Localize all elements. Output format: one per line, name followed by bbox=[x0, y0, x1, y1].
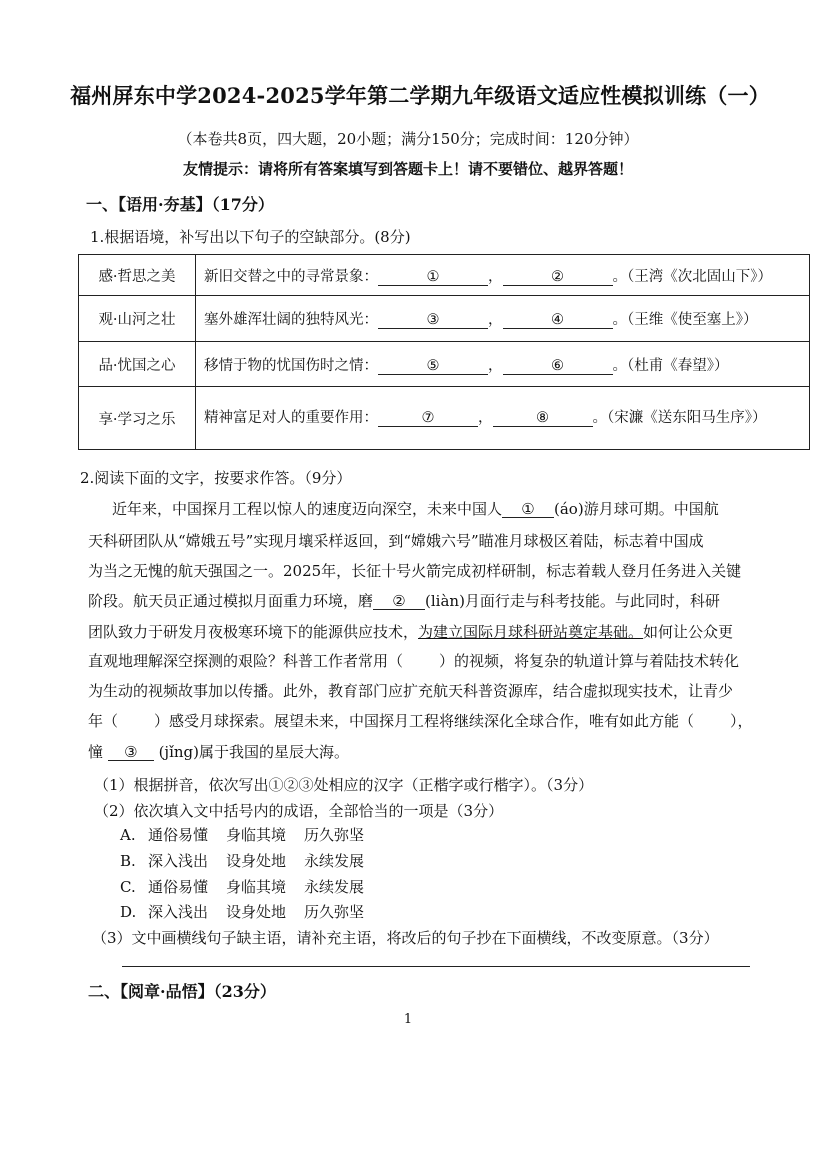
row-theme: 观·山河之壮 bbox=[79, 296, 196, 342]
row-theme: 享·学习之乐 bbox=[79, 387, 196, 450]
section-2-heading: 二、【阅章·品悟】（23分） bbox=[88, 982, 276, 1001]
table-row bbox=[79, 296, 810, 342]
pinyin-blank-2[interactable]: ② bbox=[373, 593, 425, 610]
pinyin-blank-1[interactable]: ① bbox=[502, 501, 554, 518]
pinyin-blank-3[interactable]: ③ bbox=[108, 744, 154, 761]
q2-sub3: （3）文中画横线句子缺主语，请补充主语，将改后的句子抄在下面横线，不改变原意。（3分） bbox=[92, 929, 719, 947]
row-desc: 塞外雄浑壮阔的独特风光： bbox=[204, 312, 378, 328]
fill-blank-4[interactable]: ④ bbox=[503, 312, 613, 329]
passage-line-8 bbox=[88, 710, 753, 731]
passage-line-4 bbox=[88, 590, 720, 611]
fill-blank-8[interactable]: ⑧ bbox=[493, 410, 593, 427]
option-word: 通俗易懂 bbox=[148, 878, 209, 896]
row-theme: 品·忧国之心 bbox=[79, 342, 196, 387]
option-word: 历久弥坚 bbox=[304, 826, 365, 844]
option-label: B. bbox=[120, 852, 136, 870]
row-desc: 精神富足对人的重要作用： bbox=[204, 410, 378, 426]
option-word: 身临其境 bbox=[226, 826, 287, 844]
table-row bbox=[79, 387, 810, 450]
option-label: A. bbox=[120, 826, 136, 844]
passage-line-2: 天科研团队从“嫦娥五号”实现月壤采样返回，到“嫦娥六号”瞄准月球极区着陆，标志着中国成 bbox=[88, 532, 704, 550]
passage-text: 直观地理解深空探测的艰险？科普工作者常用（ bbox=[88, 652, 404, 670]
option-word: 身临其境 bbox=[226, 878, 287, 896]
row-source: 。（宋濂《送东阳马生序》） bbox=[592, 410, 767, 426]
option-b[interactable] bbox=[120, 850, 364, 871]
option-word: 设身处地 bbox=[226, 852, 287, 870]
fill-blank-6[interactable]: ⑥ bbox=[503, 358, 613, 375]
option-word: 永续发展 bbox=[304, 878, 365, 896]
underlined-sentence: 为建立国际月球科研站奠定基础。 bbox=[418, 623, 644, 641]
fill-blank-2[interactable]: ② bbox=[503, 269, 613, 286]
option-label: D. bbox=[120, 903, 137, 921]
passage-line-3: 为当之无愧的航天强国之一。2025年，长征十号火箭完成初样研制，标志着载人登月任务进入关键 bbox=[88, 562, 742, 580]
passage-text: 如何让公众更 bbox=[643, 623, 734, 641]
passage-text: 憧 bbox=[88, 743, 104, 761]
option-c[interactable] bbox=[120, 876, 364, 897]
row-content: 移情于物的忧国伤时之情： ⑤ ， ⑥ 。（杜甫《春望》） bbox=[196, 342, 810, 387]
passage-text: 团队致力于研发月夜极寒环境下的能源供应技术， bbox=[88, 623, 419, 641]
passage-line-1 bbox=[112, 498, 719, 519]
option-label: C. bbox=[120, 878, 136, 896]
passage-text: ）， bbox=[730, 712, 753, 730]
friendly-tip: 友情提示：请将所有答案填写到答题卡上！请不要错位、越界答题！ bbox=[182, 160, 633, 178]
option-word: 设身处地 bbox=[226, 903, 287, 921]
row-content: 精神富足对人的重要作用： ⑦ ， ⑧ 。（宋濂《送东阳马生序》） bbox=[196, 387, 810, 450]
row-content: 塞外雄浑壮阔的独特风光： ③ ， ④ 。（王维《使至塞上》） bbox=[196, 296, 810, 342]
row-theme: 感·哲思之美 bbox=[79, 255, 196, 296]
option-word: 通俗易懂 bbox=[148, 826, 209, 844]
table-row bbox=[79, 255, 810, 296]
section-1-heading: 一、【语用·夯基】（17分） bbox=[86, 195, 274, 214]
q2-sub1: （1）根据拼音，依次写出①②③处相应的汉字（正楷字或行楷字）。（3分） bbox=[94, 776, 594, 794]
answer-line[interactable] bbox=[122, 966, 750, 967]
passage-text: 年（ bbox=[88, 712, 119, 730]
passage-text: 阶段。航天员正通过模拟月面重力环境，磨 bbox=[88, 592, 374, 610]
row-source: 。（王维《使至塞上》） bbox=[612, 312, 758, 328]
passage-text: ）感受月球探索。展望未来，中国探月工程将继续深化全球合作，唯有如此方能（ bbox=[154, 712, 695, 730]
fill-blank-1[interactable]: ① bbox=[378, 269, 488, 286]
q2-prompt: 2.阅读下面的文字，按要求作答。（9分） bbox=[80, 469, 352, 487]
option-d[interactable] bbox=[120, 901, 364, 922]
passage-text: 近年来，中国探月工程以惊人的速度迈向深空，未来中国人 bbox=[112, 500, 503, 518]
option-a[interactable] bbox=[120, 824, 364, 845]
passage-line-6 bbox=[88, 650, 739, 671]
option-word: 永续发展 bbox=[304, 852, 365, 870]
option-word: 深入浅出 bbox=[148, 852, 209, 870]
fill-blank-3[interactable]: ③ bbox=[378, 312, 488, 329]
fill-blank-5[interactable]: ⑤ bbox=[378, 358, 488, 375]
row-desc: 移情于物的忧国伤时之情： bbox=[204, 357, 378, 374]
option-word: 历久弥坚 bbox=[304, 903, 365, 921]
page-number: 1 bbox=[403, 1012, 413, 1027]
q2-sub2: （2）依次填入文中括号内的成语，全部恰当的一项是（3分） bbox=[94, 802, 504, 820]
row-desc: 新旧交替之中的寻常景象： bbox=[204, 268, 378, 285]
passage-line-7: 为生动的视频故事加以传播。此外，教育部门应扩充航天科普资源库，结合虚拟现实技术，让青少 bbox=[88, 682, 734, 700]
table-row bbox=[79, 342, 810, 387]
exam-subtitle: （本卷共8页，四大题，20小题；满分150分；完成时间：120分钟） bbox=[177, 130, 639, 148]
passage-text: ）的视频，将复杂的轨道计算与着陆技术转化 bbox=[439, 652, 740, 670]
poem-fill-table bbox=[78, 254, 810, 450]
passage-text: (jǐng)属于我国的星辰大海。 bbox=[158, 743, 349, 761]
passage-text: (áo)游月球可期。中国航 bbox=[554, 500, 719, 518]
row-source: 。（王湾《次北固山下》） bbox=[612, 268, 772, 285]
option-word: 深入浅出 bbox=[148, 903, 209, 921]
row-content: 新旧交替之中的寻常景象： ① ， ② 。（王湾《次北固山下》） bbox=[196, 255, 810, 296]
passage-line-5 bbox=[88, 621, 733, 642]
row-source: 。（杜甫《春望》） bbox=[612, 357, 729, 374]
q1-prompt: 1.根据语境，补写出以下句子的空缺部分。(8分) bbox=[90, 228, 411, 246]
exam-title: 福州屏东中学2024-2025学年第二学期九年级语文适应性模拟训练（一） bbox=[70, 83, 770, 108]
passage-text: (liàn)月面行走与科考技能。与此同时，科研 bbox=[425, 592, 720, 610]
fill-blank-7[interactable]: ⑦ bbox=[378, 410, 478, 427]
passage-line-9 bbox=[88, 741, 349, 762]
